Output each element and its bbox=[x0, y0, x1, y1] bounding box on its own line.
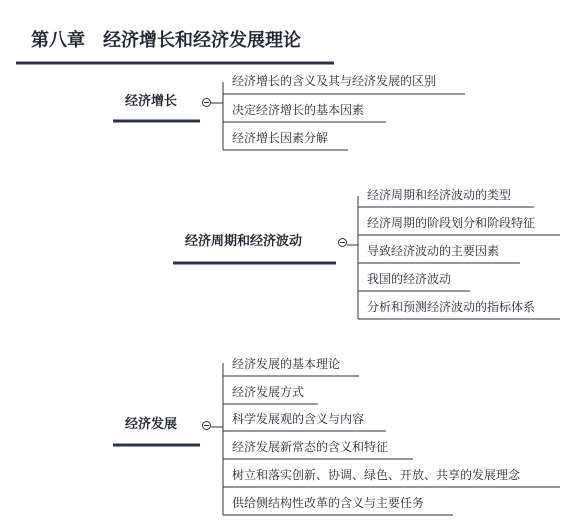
collapse-circle-icon[interactable] bbox=[202, 421, 211, 430]
branch-node-2[interactable]: 经济发展 bbox=[125, 417, 178, 432]
leaf-node-2-4[interactable]: 树立和落实创新、协调、绿色、开放、共享的发展理念 bbox=[232, 468, 521, 482]
root-title: 第八章 经济增长和经济发展理论 bbox=[31, 30, 301, 51]
leaf-node-2-0[interactable]: 经济发展的基本理论 bbox=[232, 357, 341, 371]
collapse-circle-icon[interactable] bbox=[338, 238, 347, 247]
leaf-node-2-5[interactable]: 供给侧结构性改革的含义与主要任务 bbox=[232, 496, 425, 510]
leaf-node-1-2[interactable]: 导致经济波动的主要因素 bbox=[367, 244, 500, 258]
collapse-circle-icon[interactable] bbox=[202, 98, 211, 107]
leaf-node-1-1[interactable]: 经济周期的阶段划分和阶段特征 bbox=[367, 216, 536, 230]
leaf-node-2-1[interactable]: 经济发展方式 bbox=[232, 385, 305, 399]
leaf-node-1-4[interactable]: 分析和预测经济波动的指标体系 bbox=[367, 300, 536, 314]
branch-node-0[interactable]: 经济增长 bbox=[125, 94, 178, 109]
leaf-node-0-1[interactable]: 决定经济增长的基本因素 bbox=[232, 103, 365, 117]
leaf-node-0-0[interactable]: 经济增长的含义及其与经济发展的区别 bbox=[232, 74, 437, 88]
branch-node-1[interactable]: 经济周期和经济波动 bbox=[185, 234, 303, 249]
leaf-node-2-3[interactable]: 经济发展新常态的含义和特征 bbox=[232, 440, 389, 454]
leaf-node-1-3[interactable]: 我国的经济波动 bbox=[367, 272, 452, 286]
leaf-node-0-2[interactable]: 经济增长因素分解 bbox=[232, 131, 329, 145]
leaf-node-1-0[interactable]: 经济周期和经济波动的类型 bbox=[367, 188, 512, 202]
leaf-node-2-2[interactable]: 科学发展观的含义与内容 bbox=[232, 412, 365, 426]
